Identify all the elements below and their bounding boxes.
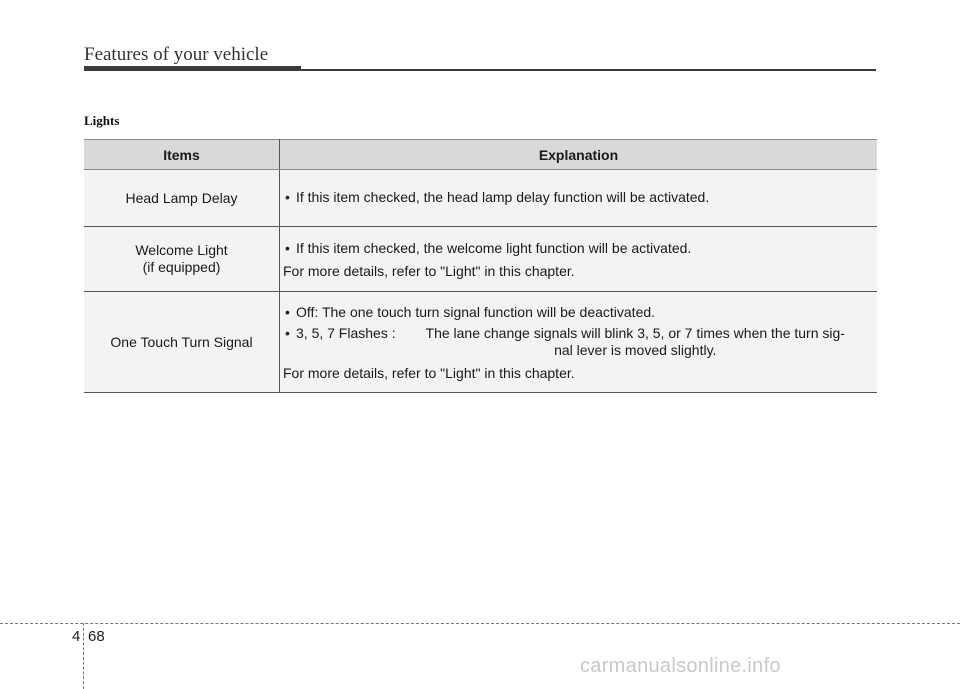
header-rule-thin	[301, 69, 876, 71]
bullet-icon: •	[285, 189, 290, 205]
flashes-description: The lane change signals will blink 3, 5, or 7 times when the turn sig- nal lever is moved slightly.	[425, 324, 845, 358]
bullet-icon: •	[285, 303, 290, 320]
explanation-cell	[280, 292, 878, 393]
page-header-title: Features of your vehicle	[84, 44, 269, 65]
bullet-item-flashes	[283, 325, 871, 359]
header-rule-thick	[84, 66, 301, 71]
item-label: Head Lamp Delay	[125, 189, 238, 206]
bullet-item: • If this item checked, the head lamp delay function will be activated.	[285, 189, 710, 205]
bullet-icon: •	[285, 324, 290, 341]
explanation-cell	[280, 227, 878, 292]
reference-note: For more details, refer to "Light" in this chapter.	[283, 262, 575, 279]
column-header-items: Items	[84, 140, 280, 170]
table-row	[84, 170, 877, 227]
footer-rule	[0, 623, 960, 624]
lights-table	[84, 139, 877, 393]
reference-note: For more details, refer to "Light" in this chapter.	[283, 364, 575, 381]
item-cell	[84, 292, 280, 393]
table-row	[84, 292, 877, 393]
item-label: One Touch Turn Signal	[110, 333, 253, 350]
item-cell	[84, 170, 280, 227]
bullet-item: • Off: The one touch turn signal function will be deactivated.	[285, 303, 656, 320]
watermark: carmanualsonline.info	[580, 655, 781, 677]
item-label: Welcome Light	[135, 242, 228, 258]
explanation-cell	[280, 170, 878, 227]
bullet-icon: •	[285, 239, 290, 256]
section-title: Lights	[84, 113, 120, 128]
chapter-number: 4	[72, 628, 81, 645]
footer-divider	[83, 623, 84, 689]
item-cell	[84, 227, 280, 292]
page-number: 68	[88, 628, 105, 645]
table-header-row	[84, 140, 877, 170]
table-row	[84, 227, 877, 292]
bullet-item: • If this item checked, the welcome light function will be activated.	[285, 239, 692, 256]
flashes-label: 3, 5, 7 Flashes :	[296, 324, 400, 341]
item-sublabel: (if equipped)	[142, 259, 221, 275]
column-header-explanation: Explanation	[280, 140, 878, 170]
